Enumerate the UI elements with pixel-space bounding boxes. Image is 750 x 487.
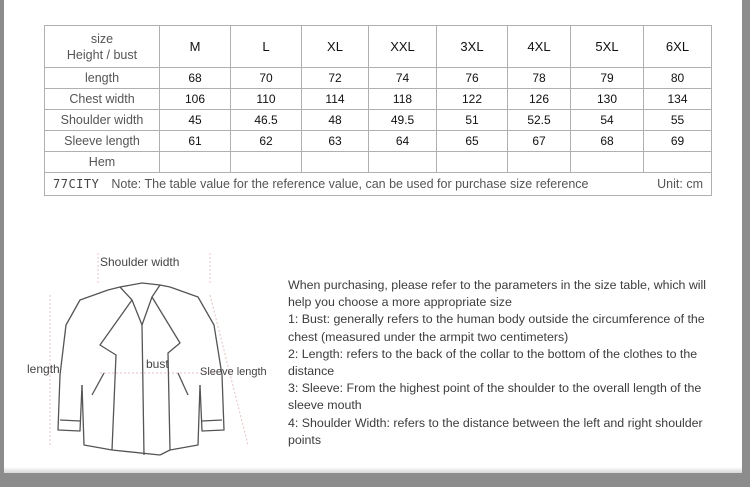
table-cell: 68 <box>160 68 231 89</box>
table-cell: 78 <box>508 68 571 89</box>
description-shoulder: 4: Shoulder Width: refers to the distance between the left and right shoulder points <box>288 415 703 447</box>
table-row-hem <box>45 152 712 173</box>
table-cell: 76 <box>437 68 508 89</box>
table-cell: 64 <box>369 131 437 152</box>
description-sleeve: 3: Sleeve: From the highest point of the shoulder to the overall length of the sleeve mouth <box>288 381 702 413</box>
frame-right-border <box>742 0 750 487</box>
table-note-row <box>45 173 712 196</box>
table-row-shoulder-width <box>45 110 712 131</box>
table-cell: 106 <box>160 89 231 110</box>
table-cell: 110 <box>231 89 302 110</box>
table-cell: 69 <box>644 131 712 152</box>
table-cell <box>160 152 231 173</box>
table-cell: 80 <box>644 68 712 89</box>
header-label-height-bust: Height / bust <box>66 47 138 62</box>
table-cell: 72 <box>302 68 369 89</box>
size-header-3xl: 3XL <box>437 26 508 68</box>
table-cell: 45 <box>160 110 231 131</box>
table-cell: 55 <box>644 110 712 131</box>
table-cell: 79 <box>571 68 644 89</box>
table-cell: 48 <box>302 110 369 131</box>
table-cell: 63 <box>302 131 369 152</box>
header-label-cell <box>45 26 160 68</box>
table-cell: 61 <box>160 131 231 152</box>
table-row-length <box>45 68 712 89</box>
table-cell: 68 <box>571 131 644 152</box>
jacket-measurement-diagram <box>20 245 280 460</box>
row-label: Shoulder width <box>45 110 160 131</box>
brand-logo: 77CITY <box>53 177 100 191</box>
size-header-xxl: XXL <box>369 26 437 68</box>
size-header-xl: XL <box>302 26 369 68</box>
table-cell: 118 <box>369 89 437 110</box>
table-cell: 52.5 <box>508 110 571 131</box>
unit-label: Unit: cm <box>657 177 703 191</box>
table-row-chest-width <box>45 89 712 110</box>
table-cell <box>302 152 369 173</box>
jacket-illustration <box>20 245 280 460</box>
row-label: length <box>45 68 160 89</box>
table-cell <box>369 152 437 173</box>
row-label: Sleeve length <box>45 131 160 152</box>
table-cell: 49.5 <box>369 110 437 131</box>
description-intro: When purchasing, please refer to the parameters in the size table, which will help you choose a more appropriate size <box>288 278 707 310</box>
table-cell: 74 <box>369 68 437 89</box>
size-header-m: M <box>160 26 231 68</box>
size-header-l: L <box>231 26 302 68</box>
size-header-4xl: 4XL <box>508 26 571 68</box>
table-cell: 70 <box>231 68 302 89</box>
size-description <box>288 277 724 449</box>
table-cell <box>571 152 644 173</box>
description-length: 2: Length: refers to the back of the collar to the bottom of the clothes to the distance <box>288 346 698 379</box>
table-cell <box>231 152 302 173</box>
label-shoulder-width: Shoulder width <box>100 255 180 269</box>
table-cell: 122 <box>437 89 508 110</box>
table-cell: 54 <box>571 110 644 131</box>
table-cell: 65 <box>437 131 508 152</box>
table-cell: 126 <box>508 89 571 110</box>
label-sleeve-length: Sleeve length <box>200 366 267 378</box>
header-label-size: size <box>90 31 114 46</box>
size-header-5xl: 5XL <box>571 26 644 68</box>
table-note: Note: The table value for the reference value, can be used for purchase size reference <box>111 177 589 191</box>
description-bust: 1: Bust: generally refers to the human body outside the circumference of the chest (measured under the armpit two centimeters) <box>288 312 705 344</box>
table-cell: 67 <box>508 131 571 152</box>
table-cell: 130 <box>571 89 644 110</box>
table-cell: 51 <box>437 110 508 131</box>
frame-bottom-border <box>0 473 750 487</box>
table-cell <box>437 152 508 173</box>
table-cell: 46.5 <box>231 110 302 131</box>
table-header-row <box>45 26 712 68</box>
row-label: Chest width <box>45 89 160 110</box>
table-cell <box>508 152 571 173</box>
table-cell: 62 <box>231 131 302 152</box>
size-table <box>44 25 712 196</box>
note-cell <box>45 173 712 196</box>
frame-left-border <box>0 0 4 487</box>
table-cell <box>644 152 712 173</box>
row-label: Hem <box>45 152 160 173</box>
table-cell: 114 <box>302 89 369 110</box>
label-length: length <box>27 362 60 376</box>
table-cell: 134 <box>644 89 712 110</box>
label-bust: bust <box>146 357 169 371</box>
table-row-sleeve-length <box>45 131 712 152</box>
size-header-6xl: 6XL <box>644 26 712 68</box>
